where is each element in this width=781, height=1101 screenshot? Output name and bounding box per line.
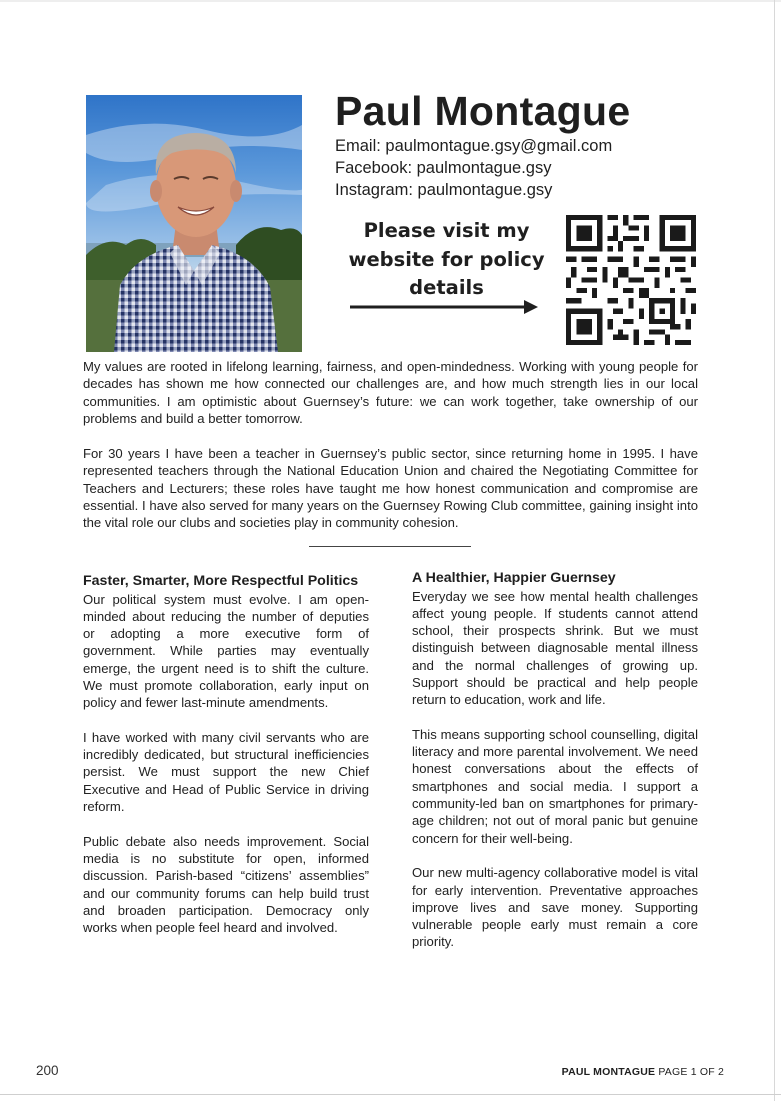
bottom-edge-rule (0, 1094, 781, 1095)
section-heading: A Healthier, Happier Guernsey (412, 570, 616, 586)
website-prompt: Please visit my website for policy details (348, 219, 545, 299)
running-page: PAGE 1 OF 2 (658, 1066, 724, 1078)
section-paragraph: I have worked with many civil servants who are incredibly dedicated, but structural inefficiencies persist. We must support the new Chief Executive and Head of Public Service in driving reform. (83, 729, 369, 815)
section-paragraph: Our political system must evolve. I am open-minded about reducing the number of deputies or adopting a more executive form of government. While parties may eventually emerge, the urgent need is to shift the culture. We must promote collaboration, early input on policy and fewer last-minute amendments. (83, 591, 369, 711)
email-contact[interactable]: Email: paulmontague.gsy@gmail.com (335, 137, 613, 155)
right-edge-rule (774, 0, 775, 1101)
intro-paragraph-values: My values are rooted in lifelong learning, fairness, and open-mindedness. Working with young people for decades has shown me how connected our challenges are, and how much strength lies in our local communities. I am optimistic about Guernsey’s future: we can work together, take ownership of our problems and build a better tomorrow. (83, 359, 698, 426)
facebook-contact[interactable]: Facebook: paulmontague.gsy (335, 159, 552, 177)
section-divider (309, 546, 471, 547)
running-name: PAUL MONTAGUE (561, 1066, 656, 1078)
section-paragraph: Our new multi-agency collaborative model is vital for early intervention. Preventative approaches improve lives and save money. Supporting vulnerable people early must remain a core priority. (412, 865, 698, 950)
page-number: 200 (36, 1063, 59, 1078)
candidate-name: Paul Montague (335, 88, 631, 134)
top-edge-rule (0, 0, 781, 2)
candidate-photo (86, 95, 302, 352)
section-heading: Faster, Smarter, More Respectful Politics (83, 573, 359, 589)
section-paragraph: Public debate also needs improvement. Social media is no substitute for open, informed discussion. Parish-based “citizens’ assemblies” and our community forums can help build trust and broaden participation. Democracy only works when people feel heard and involved. (83, 833, 369, 936)
qr-code-icon[interactable] (566, 215, 696, 345)
running-footer (562, 1066, 724, 1078)
policy-section-politics (83, 572, 369, 936)
right-arrow-icon (350, 299, 540, 315)
intro-paragraph-experience: For 30 years I have been a teacher in Guernsey’s public sector, since returning home in 1995. I have represented teachers through the National Education Union and chaired the Negotiating Committee for Teachers and Lecturers; these roles have taught me how honest communication and compromise are essential. I have also served for many years on the Guernsey Rowing Club committee, gaining insight into the vital role our clubs and societies play in community cohesion. (83, 446, 698, 531)
policy-section-health (412, 569, 698, 951)
section-paragraph: This means supporting school counselling, digital literacy and more parental involvement. We need honest conversations about the effects of smartphones and social media. I support a community-led ban on smartphones for primary-age children; not out of moral panic but genuine concern for their well-being. (412, 726, 698, 846)
instagram-contact[interactable]: Instagram: paulmontague.gsy (335, 181, 553, 199)
section-paragraph: Everyday we see how mental health challenges affect young people. If students cannot attend school, their prospects shrink. But we must distinguish between diagnosable mental illness and the normal challenges of growing up. Support should be practical and help people return to education, work and life. (412, 588, 698, 708)
